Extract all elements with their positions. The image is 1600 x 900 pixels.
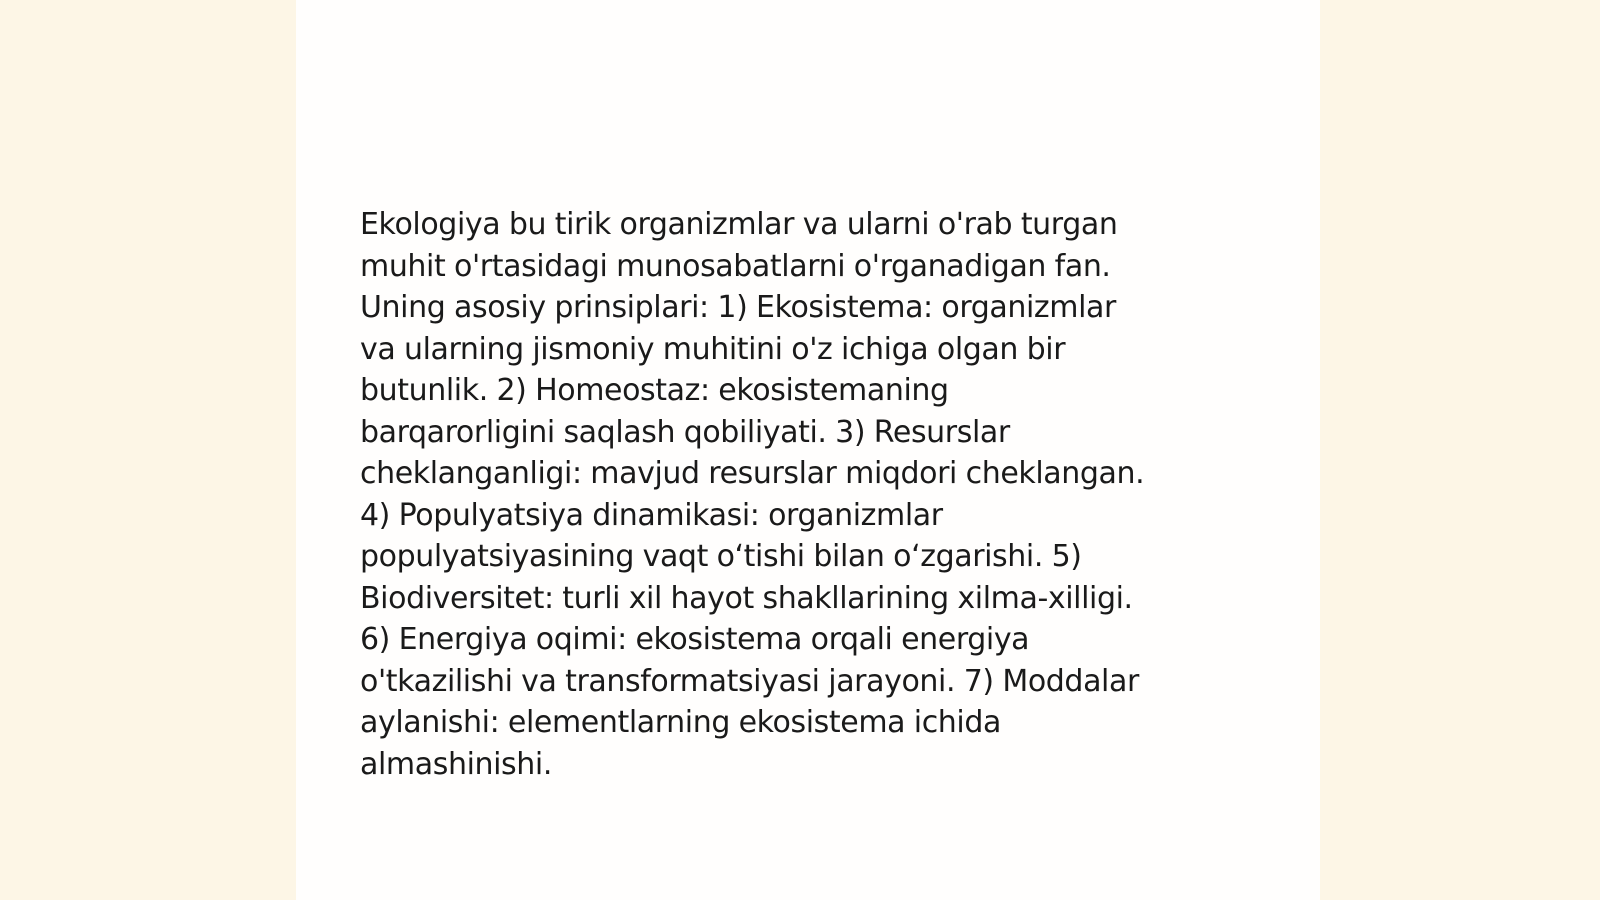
text-line: muhit o'rtasidagi munosabatlarni o'rganadigan fan. xyxy=(360,248,1111,284)
text-line: populyatsiyasining vaqt o‘tishi bilan o‘zgarishi. 5) xyxy=(360,539,1082,574)
slide-page xyxy=(296,0,1320,900)
text-line: 4) Populyatsiya dinamikasi: organizmlar xyxy=(360,497,943,533)
text-line: cheklanganligi: mavjud resurslar miqdori cheklangan. xyxy=(360,456,1145,491)
text-line: va ularning jismoniy muhitini o'z ichiga olgan bir xyxy=(360,331,1066,367)
text-line: Uning asosiy prinsiplari: 1) Ekosistema: organizmlar xyxy=(360,290,1116,325)
text-line: aylanishi: elementlarning ekosistema ichida xyxy=(360,705,1001,740)
body-paragraph xyxy=(360,204,1240,785)
text-line: butunlik. 2) Homeostaz: ekosistemaning xyxy=(360,373,949,408)
text-line: Ekologiya bu tirik organizmlar va ularni o'rab turgan xyxy=(360,207,1118,242)
text-line: barqarorligini saqlash qobiliyati. 3) Resurslar xyxy=(360,414,1010,450)
text-line: o'tkazilishi va transformatsiyasi jarayoni. 7) Moddalar xyxy=(360,663,1139,699)
text-line: Biodiversitet: turli xil hayot shakllarining xilma-xilligi. xyxy=(360,580,1133,616)
text-line: 6) Energiya oqimi: ekosistema orqali energiya xyxy=(360,622,1030,657)
text-line: almashinishi. xyxy=(360,746,552,782)
